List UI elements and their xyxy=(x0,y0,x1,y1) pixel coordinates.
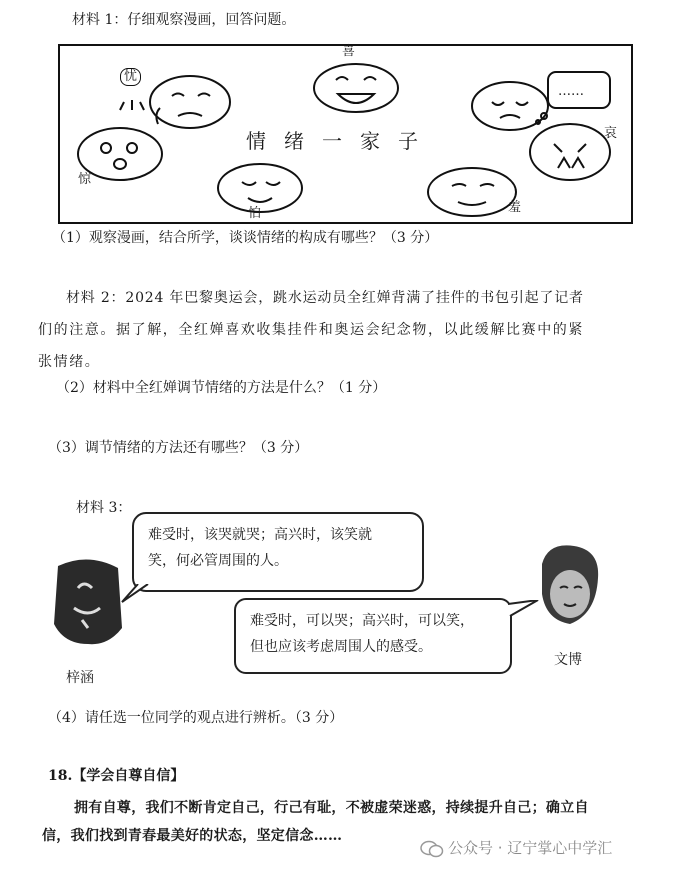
face-label-worry: 忧 xyxy=(120,68,141,86)
worry-face xyxy=(150,76,230,128)
speech-bubble-wenbo xyxy=(234,598,512,674)
sad-face xyxy=(530,124,610,180)
person-label-wenbo: 文博 xyxy=(554,652,582,668)
shy-face xyxy=(428,168,516,216)
question-3: （3）调节情绪的方法还有哪些？（3 分） xyxy=(48,440,309,456)
section-18-heading: 18.【学会自尊自信】 xyxy=(48,768,185,784)
question-1: （1）观察漫画，结合所学，谈谈情绪的构成有哪些？（3 分） xyxy=(52,230,439,246)
bubble-wenbo-line-1: 难受时，可以哭；高兴时，可以笑， xyxy=(250,613,474,629)
bubble-wenbo-line-2: 但也应该考虑周围人的感受。 xyxy=(250,639,432,655)
face-label-fear: 怕 xyxy=(248,206,262,221)
material2-line-2: 们的注意。据了解，全红婵喜欢收集挂件和奥运会纪念物，以此缓解比赛中的紧 xyxy=(38,322,584,338)
wenbo-portrait xyxy=(534,544,604,628)
section-18-line-1: 拥有自尊，我们不断肯定自己，行己有耻，不被虚荣迷惑，持续提升自己；确立自 xyxy=(74,800,589,816)
material2-line-1: 材料 2：2024 年巴黎奥运会，跳水运动员全红婵背满了挂件的书包引起了记者 xyxy=(66,290,584,306)
section-18-line-2: 信，我们找到青春最美好的状态，坚定信念…… xyxy=(42,828,343,844)
material2-line-3: 张情绪。 xyxy=(38,354,101,370)
question-4: （4）请任选一位同学的观点进行辨析。（3 分） xyxy=(48,710,344,726)
material1-intro: 材料 1：仔细观察漫画，回答问题。 xyxy=(72,12,296,28)
material3-label: 材料 3： xyxy=(76,500,132,516)
bubble-zihan-line-1: 难受时，该哭就哭；高兴时，该笑就 xyxy=(148,527,372,543)
face-label-joy: 喜 xyxy=(342,44,356,59)
wechat-icon xyxy=(420,840,444,858)
person-label-zihan: 梓涵 xyxy=(66,670,94,686)
face-label-surprise: 惊 xyxy=(78,172,92,187)
joy-face xyxy=(314,64,398,112)
question-2: （2）材料中全红婵调节情绪的方法是什么？（1 分） xyxy=(56,380,387,396)
face-label-shy: 羞 xyxy=(508,200,522,215)
emotion-comic xyxy=(58,44,633,224)
zihan-portrait xyxy=(48,558,128,648)
comic-thought-text: …… xyxy=(558,84,584,99)
face-label-sorrow: 哀 xyxy=(604,126,618,141)
comic-title: 情绪一家子 xyxy=(246,129,436,153)
watermark-text: 公众号 · 辽宁掌心中学汇 xyxy=(448,839,613,857)
bubble-zihan-line-2: 笑，何必管周围的人。 xyxy=(148,553,288,569)
speech-bubble-zihan xyxy=(132,512,424,592)
